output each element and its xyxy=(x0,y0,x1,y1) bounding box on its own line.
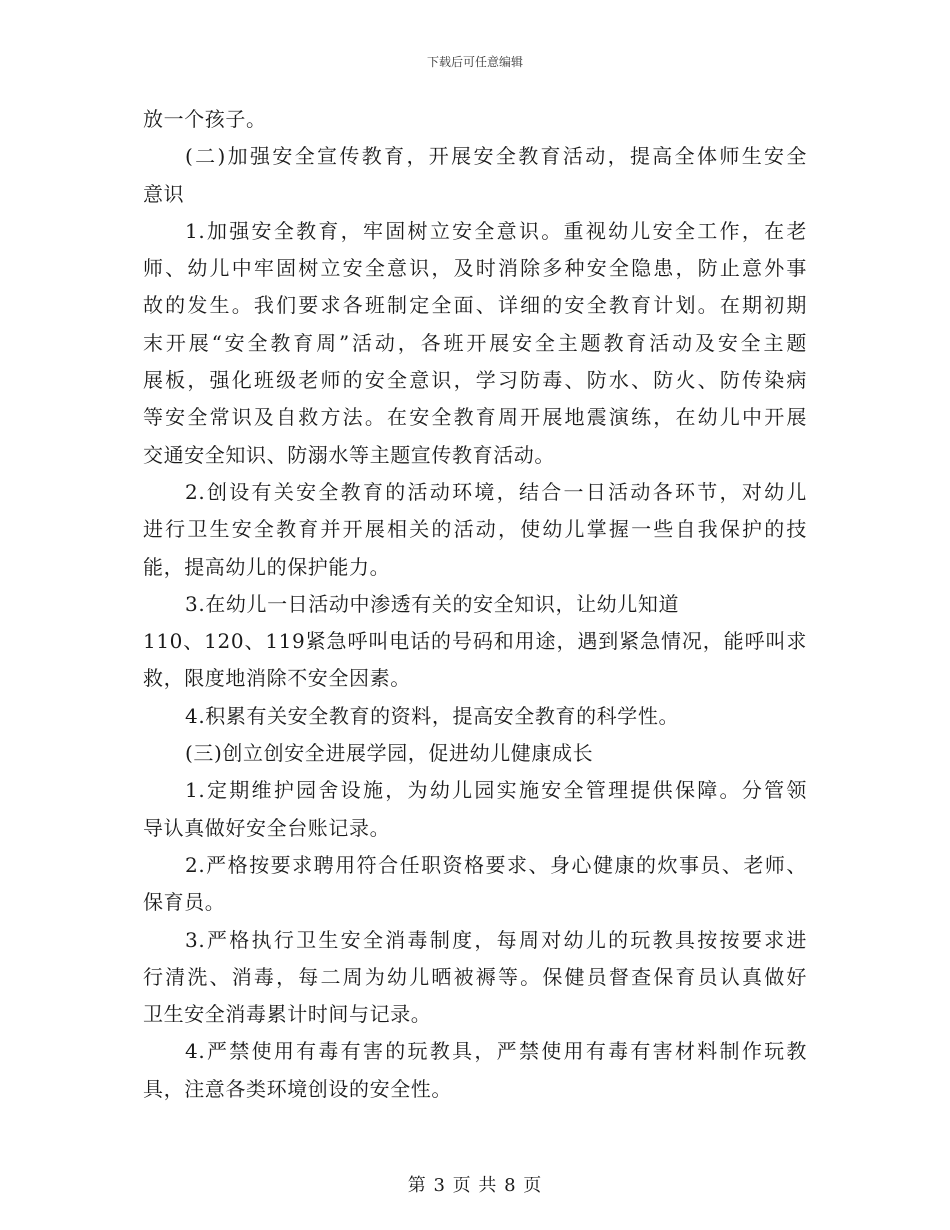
page-footer xyxy=(0,1171,950,1197)
text-line: 保育员。 xyxy=(143,890,226,915)
text-line: 师、幼儿中牢固树立安全意识，及时消除多种安全隐患，防止意外事 xyxy=(143,256,807,281)
text-line: 故的发生。我们要求各班制定全面、详细的安全教育计划。在期初期 xyxy=(143,293,807,318)
text-line: 进行卫生安全教育并开展相关的活动，使幼儿掌握一些自我保护的技 xyxy=(143,517,807,542)
text-line: 交通安全知识、防溺水等主题宣传教育活动。 xyxy=(143,442,555,467)
text-line: 等安全常识及自救方法。在安全教育周开展地震演练，在幼儿中开展 xyxy=(143,405,807,430)
text-line: 意识 xyxy=(143,181,185,206)
text-line: 3.严格执行卫生安全消毒制度，每周对幼儿的玩教具按按要求进 xyxy=(185,927,807,952)
footer-current-page: 3 xyxy=(433,1175,446,1196)
footer-suffix: 页 xyxy=(523,1175,543,1196)
text-line: (二)加强安全宣传教育，开展安全教育活动，提高全体师生安全 xyxy=(185,144,807,169)
text-line: 3.在幼儿一日活动中渗透有关的安全知识，让幼儿知道 xyxy=(185,591,680,616)
document-body xyxy=(143,106,807,1113)
text-line: 2.严格按要求聘用符合任职资格要求、身心健康的炊事员、老师、 xyxy=(185,852,807,877)
text-line: 末开展“安全教育周”活动，各班开展安全主题教育活动及安全主题 xyxy=(143,330,807,355)
text-line: 放一个孩子。 xyxy=(143,107,267,131)
text-line: 导认真做好安全台账记录。 xyxy=(143,815,391,840)
footer-total-pages: 8 xyxy=(504,1175,517,1196)
text-line: (三)创立创安全进展学园，促进幼儿健康成长 xyxy=(185,741,594,766)
text-line: 展板，强化班级老师的安全意识，学习防毒、防水、防火、防传染病 xyxy=(143,368,807,393)
text-line: 救，限度地消除不安全因素。 xyxy=(143,666,411,691)
text-line: 卫生安全消毒累计时间与记录。 xyxy=(143,1002,432,1027)
text-line: 110、120、119紧急呼叫电话的号码和用途，遇到紧急情况，能呼叫求 xyxy=(143,629,807,654)
text-line: 行清洗、消毒，每二周为幼儿晒被褥等。保健员督查保育员认真做好 xyxy=(143,964,807,989)
footer-prefix: 第 xyxy=(407,1175,427,1196)
page-header: 下载后可任意编辑 xyxy=(426,55,523,69)
text-line: 1.定期维护园舍设施，为幼儿园实施安全管理提供保障。分管领 xyxy=(185,778,807,803)
text-line: 2.创设有关安全教育的活动环境，结合一日活动各环节，对幼儿 xyxy=(185,479,807,504)
text-line: 具，注意各类环境创设的安全性。 xyxy=(143,1076,452,1101)
text-line: 1.加强安全教育，牢固树立安全意识。重视幼儿安全工作，在老 xyxy=(185,218,807,243)
text-line: 4.严禁使用有毒有害的玩教具，严禁使用有毒有害材料制作玩教 xyxy=(185,1039,807,1064)
footer-mid: 页 共 xyxy=(452,1175,498,1196)
text-line: 4.积累有关安全教育的资料，提高安全教育的科学性。 xyxy=(185,703,680,728)
text-line: 能，提高幼儿的保护能力。 xyxy=(143,554,391,579)
